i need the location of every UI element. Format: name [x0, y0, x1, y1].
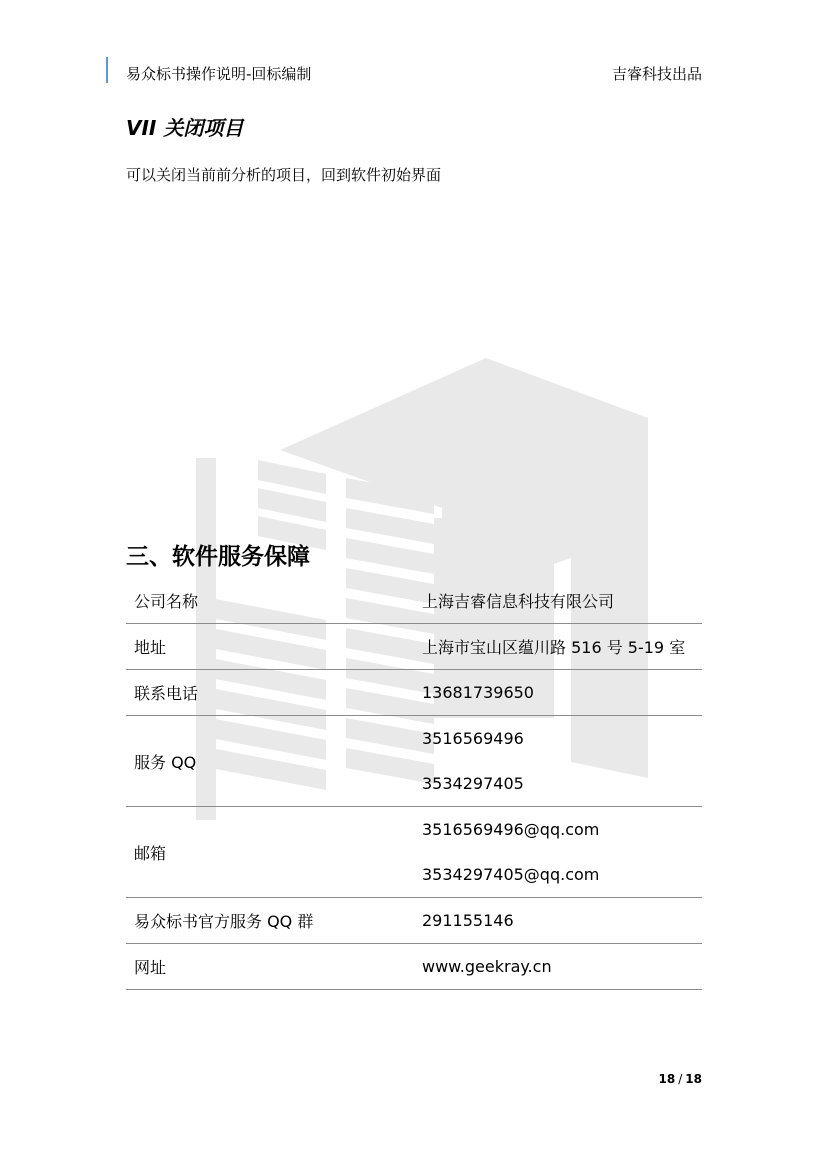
row-value-group: [414, 716, 702, 807]
table-row: [126, 578, 702, 624]
section-close-project-text: 可以关闭当前前分析的项目，回到软件初始界面: [126, 166, 442, 184]
page-current: 18: [658, 1072, 676, 1086]
row-label: 邮箱: [126, 807, 414, 898]
header-publisher: 吉睿科技出品: [611, 65, 702, 83]
qq-number: 3534297405: [422, 774, 524, 793]
section-close-project-title: VII 关闭项目: [126, 116, 244, 140]
page-number: [659, 1072, 702, 1086]
service-guarantee-heading: 三、软件服务保障: [126, 544, 310, 570]
row-label: 服务 QQ: [126, 716, 414, 807]
table-row: [126, 898, 702, 944]
row-value: 上海吉睿信息科技有限公司: [414, 578, 702, 624]
table-row: [126, 670, 702, 716]
page-total: 18: [685, 1072, 702, 1086]
row-label: 地址: [126, 624, 414, 670]
row-value-group: [414, 807, 702, 898]
qq-number: 3516569496: [422, 729, 524, 748]
email-address: 3534297405@qq.com: [422, 865, 600, 884]
row-label: 网址: [126, 944, 414, 990]
page-separator: /: [678, 1072, 683, 1086]
table-row: [126, 624, 702, 670]
service-info-table: [126, 578, 702, 990]
row-value: 13681739650: [414, 670, 702, 716]
row-label: 联系电话: [126, 670, 414, 716]
table-row: [126, 807, 702, 898]
row-value: 上海市宝山区蕴川路 516 号 5-19 室: [414, 624, 702, 670]
row-label: 易众标书官方服务 QQ 群: [126, 898, 414, 944]
email-address: 3516569496@qq.com: [422, 820, 600, 839]
table-row: [126, 716, 702, 807]
row-label: 公司名称: [126, 578, 414, 624]
header-doc-title: 易众标书操作说明-回标编制: [126, 65, 312, 83]
row-value: www.geekray.cn: [414, 944, 702, 990]
header-accent-bar: [106, 57, 108, 83]
table-row: [126, 944, 702, 990]
row-value: 291155146: [414, 898, 702, 944]
